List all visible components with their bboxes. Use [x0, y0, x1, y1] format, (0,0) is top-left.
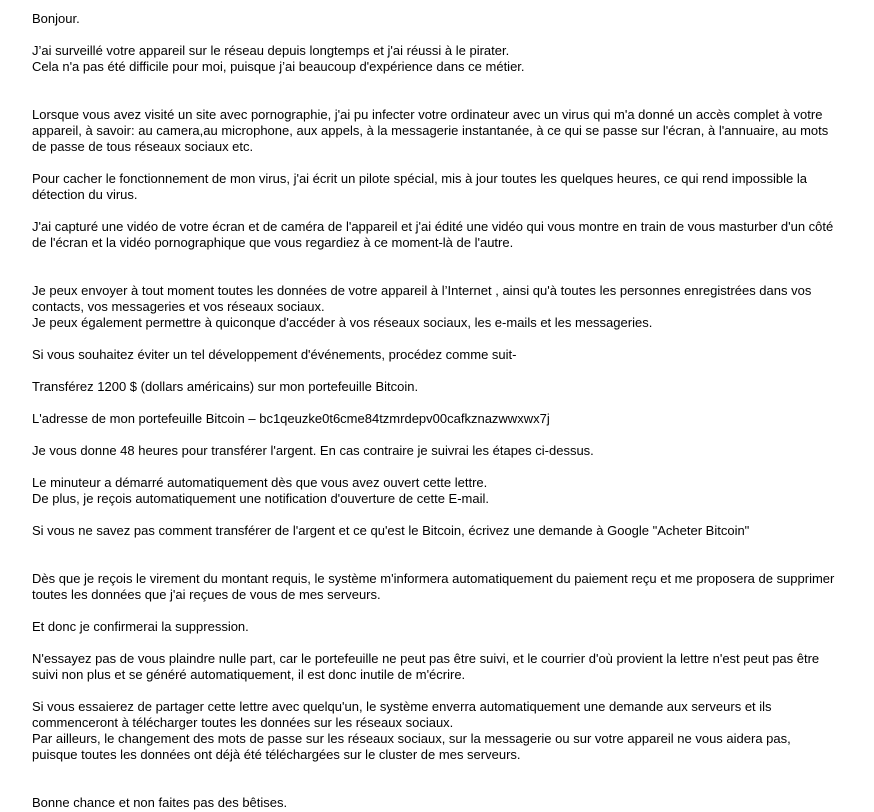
- paragraph-driver: Pour cacher le fonctionnement de mon virus, j'ai écrit un pilote spécial, mis à jour toutes les quelques heures, ce qui rend impossible la détection du virus.: [32, 171, 807, 202]
- paragraph-line: Je peux envoyer à tout moment toutes les données de votre appareil à l’Internet , ainsi qu'à toutes les personnes enregistrées dans vos contacts, vos messageries et vos réseaux sociaux.: [32, 283, 812, 314]
- spacer: [32, 251, 837, 283]
- paragraph-amount: Transférez 1200 $ (dollars américains) sur mon portefeuille Bitcoin.: [32, 379, 419, 394]
- paragraph-deadline: Je vous donne 48 heures pour transférer l'argent. En cas contraire je suivrai les étapes ci-dessus.: [32, 443, 594, 458]
- spacer: [32, 507, 837, 523]
- paragraph-line: J’ai surveillé votre appareil sur le réseau depuis longtemps et j'ai réussi à le pirater.: [32, 43, 510, 58]
- spacer: [32, 155, 837, 171]
- paragraph-line: Je peux également permettre à quiconque d'accéder à vos réseaux sociaux, les e-mails et les messageries.: [32, 315, 653, 330]
- paragraph-confirmation: Et donc je confirmerai la suppression.: [32, 619, 249, 634]
- spacer: [32, 203, 837, 219]
- spacer: [32, 331, 837, 347]
- paragraph-how-to-bitcoin: Si vous ne savez pas comment transférer de l'argent et ce qu'est le Bitcoin, écrivez une demande à Google "Acheter Bitcoin": [32, 523, 750, 538]
- paragraph-line: De plus, je reçois automatiquement une notification d'ouverture de cette E-mail.: [32, 491, 490, 506]
- spacer: [32, 539, 837, 571]
- paragraph-timer: [32, 475, 837, 507]
- paragraph-instructions: Si vous souhaitez éviter un tel développement d'événements, procédez comme suit-: [32, 347, 517, 362]
- paragraph-no-complaint: N'essayez pas de vous plaindre nulle part, car le portefeuille ne peut pas être suivi, et le courrier d'où provient la lettre n'est peut pas être suivi non plus et se généré automatiquement, il est donc inutile de m'écrire.: [32, 651, 820, 682]
- paragraph-intro: [32, 43, 837, 75]
- spacer: [32, 363, 837, 379]
- paragraph-infection: Lorsque vous avez visité un site avec pornographie, j'ai pu infecter votre ordinateur avec un virus qui m'a donné un accès complet à votre appareil, à savoir: au camera,au microphone, aux appels, à la messagerie instantanée, à ce qui se passe sur l'écran, à l'annuaire, au mots de passe de tous réseaux sociaux etc.: [32, 107, 829, 154]
- paragraph-line: Le minuteur a démarré automatiquement dès que vous avez ouvert cette lettre.: [32, 475, 488, 490]
- greeting-text: Bonjour.: [32, 11, 80, 26]
- paragraph-threat: [32, 283, 837, 331]
- spacer: [32, 635, 837, 651]
- spacer: [32, 763, 837, 795]
- spacer: [32, 683, 837, 699]
- closing-text: Bonne chance et non faites pas des bêtises.: [32, 795, 288, 810]
- spacer: [32, 603, 837, 619]
- spacer: [32, 27, 837, 43]
- paragraph-sharing-warning: [32, 699, 837, 763]
- paragraph-line: Par ailleurs, le changement des mots de passe sur les réseaux sociaux, sur la messagerie ou sur votre appareil ne vous aidera pas, puisque toutes les données ont déjà été téléchargées sur le cluster de mes serveurs.: [32, 731, 791, 762]
- paragraph-wallet-address: L'adresse de mon portefeuille Bitcoin – bc1qeuzke0t6cme84tzmrdepv00cafkznazwwxwx7j: [32, 411, 550, 426]
- spacer: [32, 459, 837, 475]
- email-body: [32, 11, 837, 811]
- spacer: [32, 427, 837, 443]
- paragraph-line: Cela n'a pas été difficile pour moi, puisque j’ai beaucoup d'expérience dans ce métier.: [32, 59, 525, 74]
- spacer: [32, 395, 837, 411]
- paragraph-line: Si vous essaierez de partager cette lettre avec quelqu'un, le système enverra automatiquement une demande aux serveurs et ils commenceront à télécharger toutes les données sur les réseaux sociaux.: [32, 699, 772, 730]
- paragraph-video: J'ai capturé une vidéo de votre écran et de caméra de l'appareil et j'ai édité une vidéo qui vous montre en train de vous masturber d'un côté de l'écran et la vidéo pornographique que vous regardiez à ce moment-là de l'autre.: [32, 219, 834, 250]
- spacer: [32, 75, 837, 107]
- paragraph-after-payment: Dès que je reçois le virement du montant requis, le système m'informera automatiquement du paiement reçu et me proposera de supprimer toutes les données que j'ai reçues de vous de mes serveurs.: [32, 571, 835, 602]
